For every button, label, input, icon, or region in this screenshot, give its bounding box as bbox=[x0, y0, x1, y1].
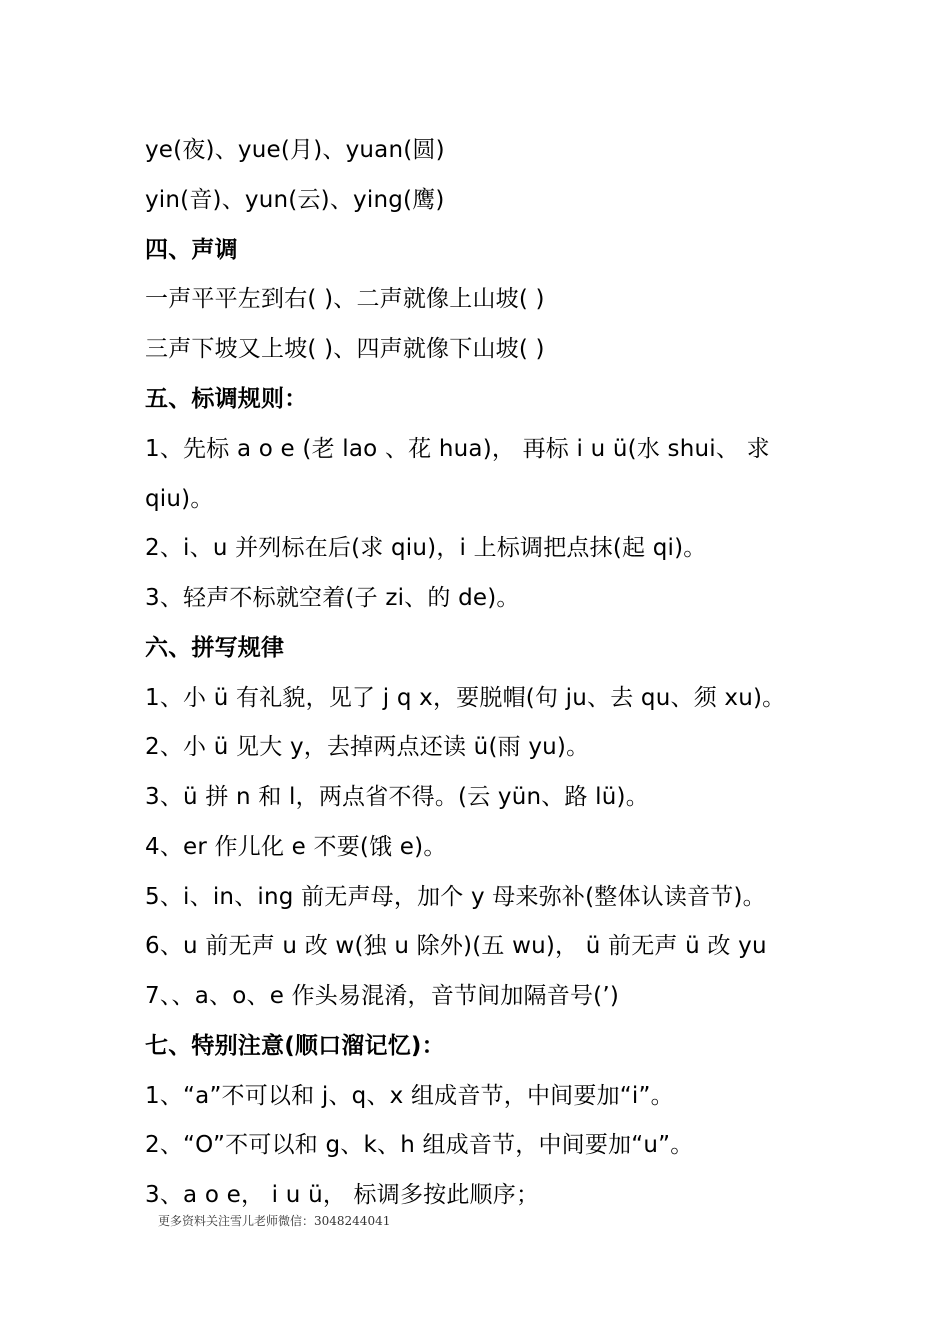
pinyin-example-line-1: ye(夜)、yue(月)、yuan(圆) bbox=[145, 137, 445, 163]
section-heading-tones: 四、声调 bbox=[145, 237, 238, 263]
pinyin-example-line-2: yin(音)、yun(云)、ying(鹰) bbox=[145, 187, 445, 213]
tone-rule-1a: 1、先标 a o e (老 lao 、花 hua)， 再标 i u ü(水 shui、 求 bbox=[145, 436, 770, 462]
spelling-rule-3: 3、ü 拼 n 和 l，两点省不得。(云 yün、路 lü)。 bbox=[145, 784, 649, 810]
special-note-3: 3、a o e， i u ü， 标调多按此顺序； bbox=[145, 1182, 540, 1208]
footer-note: 更多资料关注雪儿老师微信：3048244041 bbox=[158, 1214, 391, 1228]
spelling-rule-2: 2、小 ü 见大 y，去掉两点还读 ü(雨 yu)。 bbox=[145, 734, 590, 760]
tone-line-1: 一声平平左到右( )、二声就像上山坡( ) bbox=[145, 286, 545, 312]
tone-rule-1b: qiu)。 bbox=[145, 486, 214, 512]
tone-rule-3: 3、轻声不标就空着(子 zi、的 de)。 bbox=[145, 585, 520, 611]
spelling-rule-6: 6、u 前无声 u 改 w(独 u 除外)(五 wu)， ü 前无声 ü 改 yu bbox=[145, 933, 767, 959]
special-note-1: 1、“a”不可以和 j、q、x 组成音节，中间要加“i”。 bbox=[145, 1083, 674, 1109]
special-note-2: 2、“O”不可以和 g、k、h 组成音节，中间要加“u”。 bbox=[145, 1132, 694, 1158]
tone-rule-2: 2、i、u 并列标在后(求 qiu)，i 上标调把点抹(起 qi)。 bbox=[145, 535, 707, 561]
spelling-rule-4: 4、er 作儿化 e 不要(饿 e)。 bbox=[145, 834, 447, 860]
section-heading-special-notes: 七、特别注意(顺口溜记忆)： bbox=[145, 1033, 445, 1059]
tone-line-2: 三声下坡又上坡( )、四声就像下山坡( ) bbox=[145, 336, 545, 362]
spelling-rule-5: 5、i、in、ing 前无声母，加个 y 母来弥补(整体认读音节)。 bbox=[145, 884, 766, 910]
spelling-rule-7: 7、、a、o、e 作头易混淆，音节间加隔音号(’) bbox=[145, 983, 620, 1009]
section-heading-tone-rules: 五、标调规则： bbox=[145, 386, 308, 412]
spelling-rule-1: 1、小 ü 有礼貌，见了 j q x，要脱帽(句 ju、去 qu、须 xu)。 bbox=[145, 685, 786, 711]
section-heading-spelling: 六、拼写规律 bbox=[145, 635, 285, 661]
